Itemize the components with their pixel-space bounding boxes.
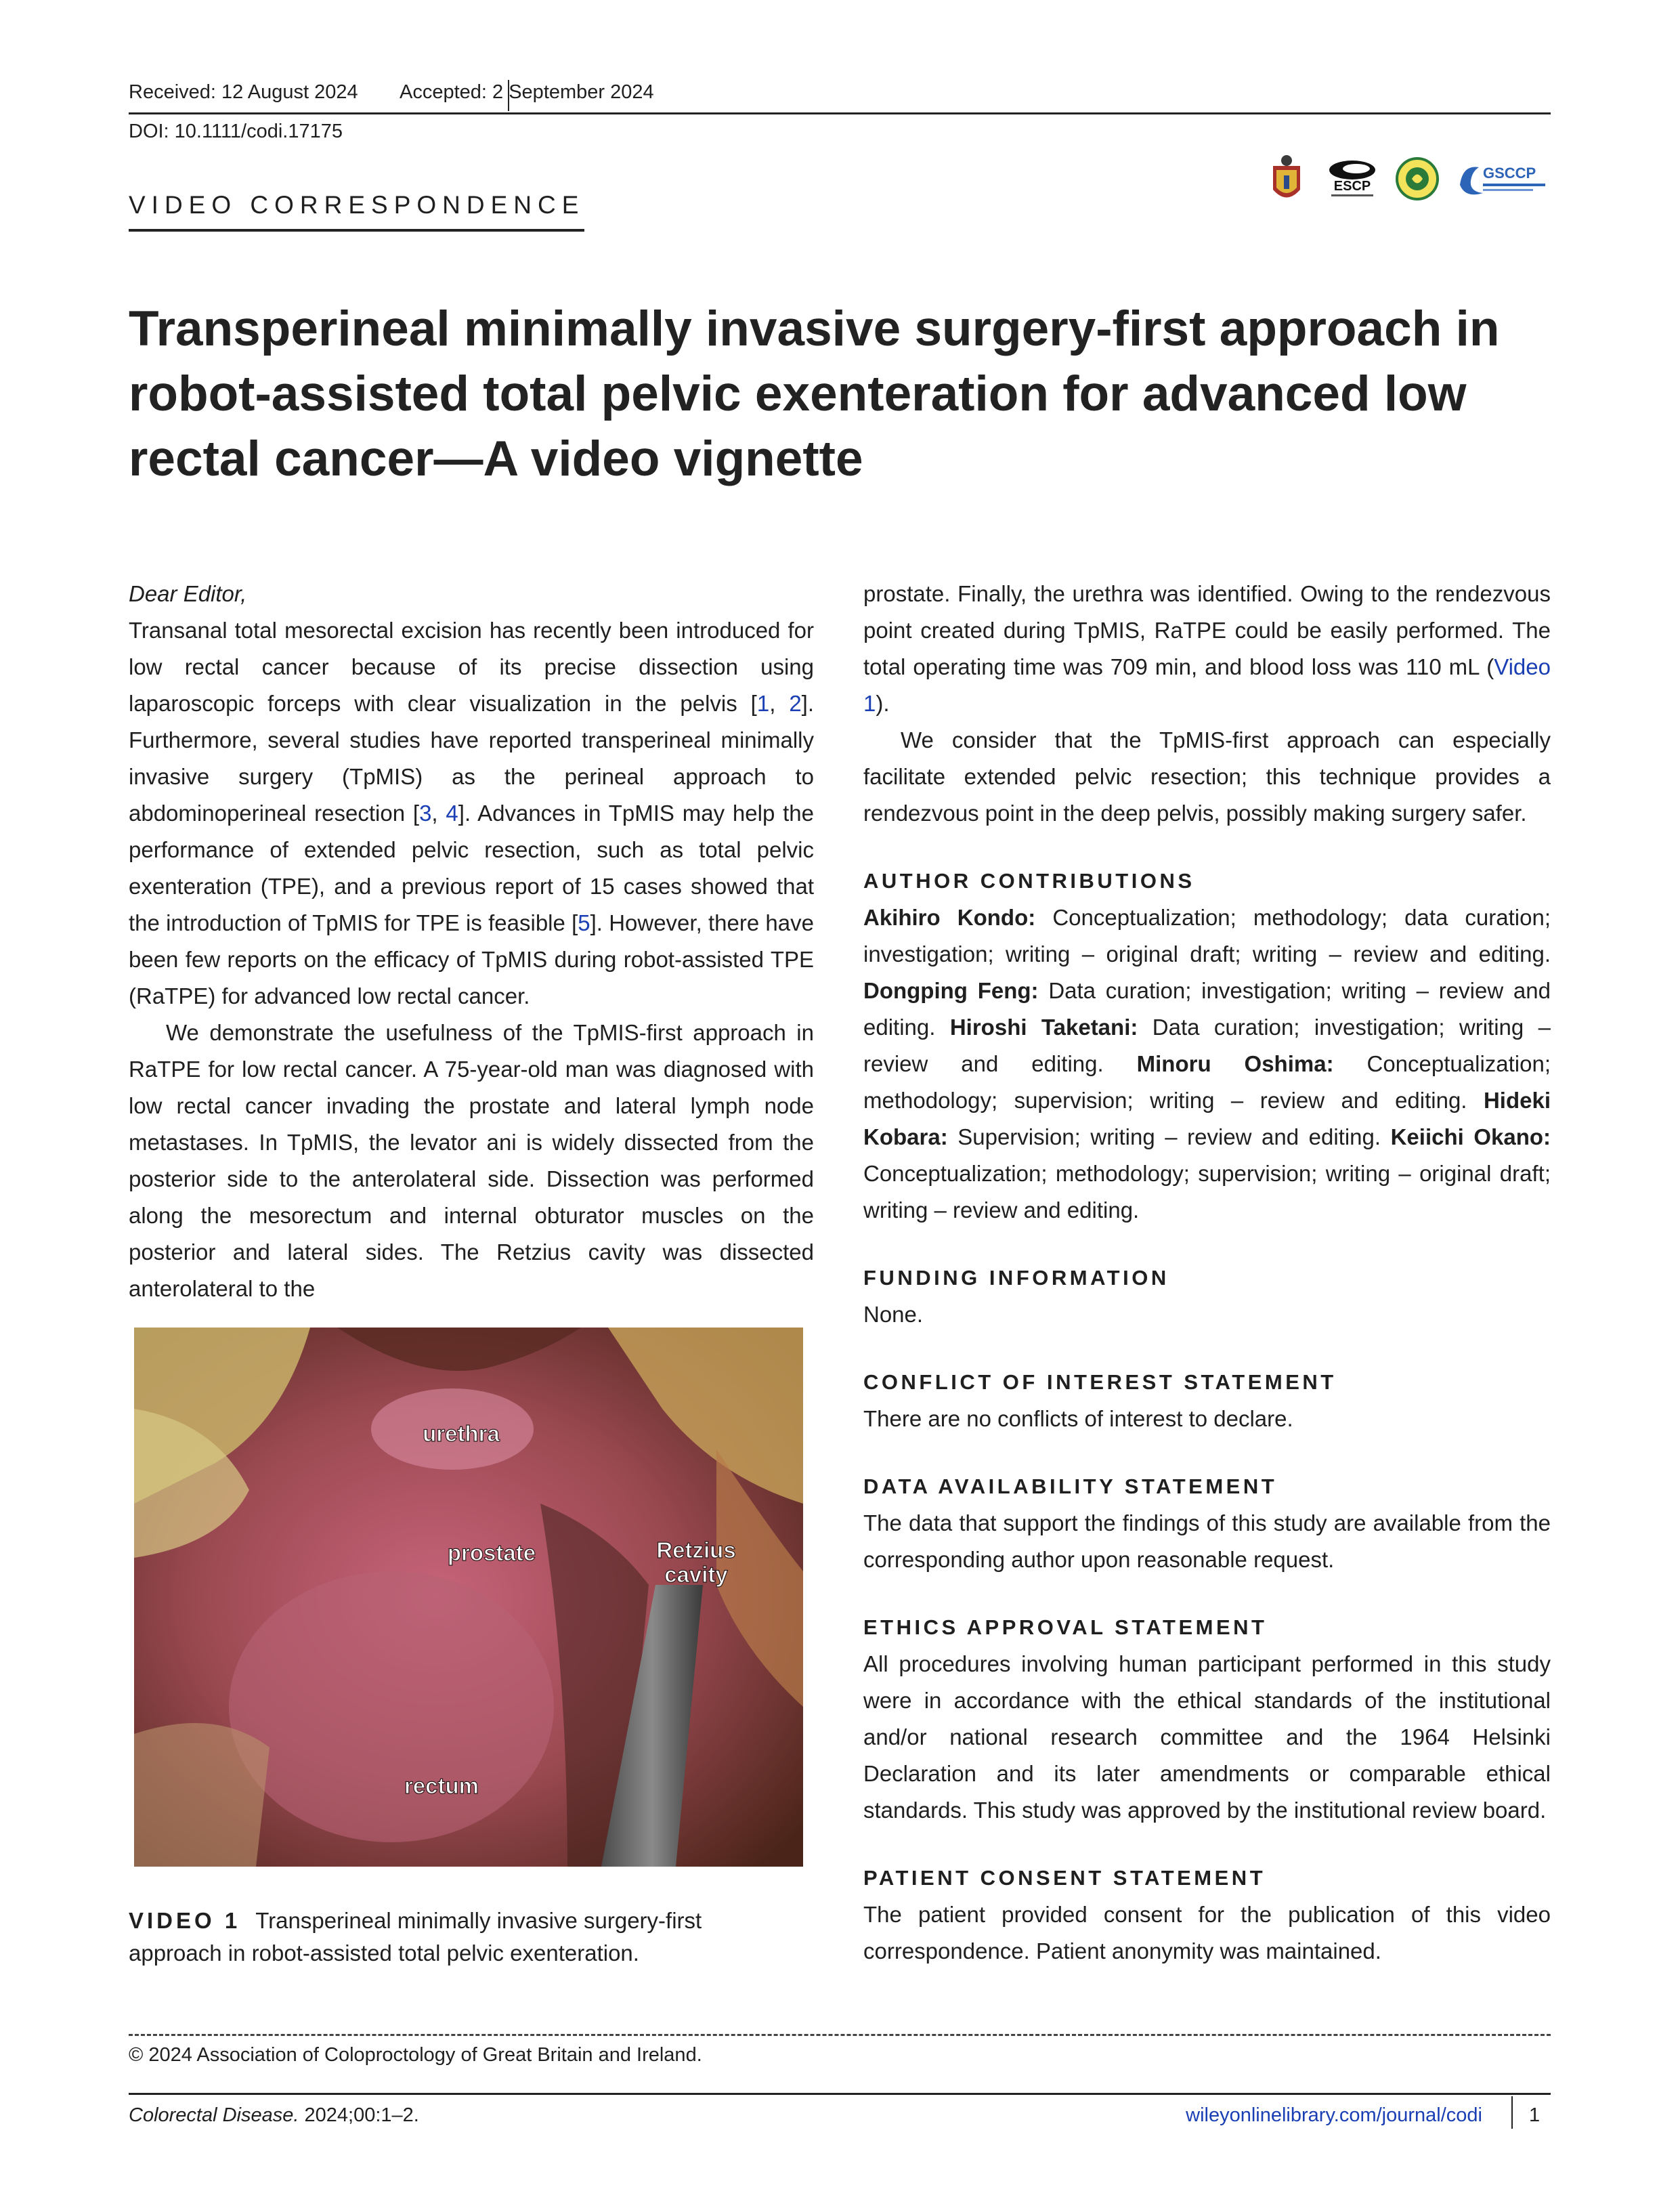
label-urethra: urethra	[423, 1421, 500, 1446]
crest-logo-icon	[1266, 152, 1307, 208]
author-name: Hiroshi Taketani:	[949, 1015, 1138, 1040]
received-date: Received: 12 August 2024	[129, 81, 358, 103]
demonstration-paragraph: We demonstrate the usefulness of the TpMIS-first approach in RaTPE for low rectal cancer. A 75-year-old man was diagnosed with low rectal cancer invading the prostate and lateral lymph node metastases. In TpMIS, the levator ani is widely dissected from the posterior side to the anterolateral side. Dissection was performed along the mesorectum and internal obturator muscles on the posterior and lateral sides. The Retzius cavity was dissected anterolateral to the	[129, 1020, 814, 1301]
funding-section	[863, 1260, 1551, 1333]
footer-divider	[129, 2034, 1551, 2036]
ethics-text: All procedures involving human participant performed in this study were in accordance with the ethical standards of the institutional and/or national research committee and the 1964 Helsinki Declaration and its later amendments or comparable ethical standards. This study was approved by the institutional review board.	[863, 1651, 1551, 1823]
video-still-figure[interactable]	[134, 1328, 803, 1867]
continuation-end: ).	[876, 691, 890, 716]
data-availability-heading: DATA AVAILABILITY STATEMENT	[863, 1474, 1278, 1498]
author-contributions-text	[863, 899, 1551, 1229]
journal-url-link[interactable]: wileyonlinelibrary.com/journal/codi	[1186, 2104, 1482, 2126]
journal-citation	[129, 2104, 419, 2127]
ref-link-1[interactable]: 1	[756, 691, 770, 716]
continuation-paragraph	[863, 576, 1551, 722]
escp-logo-icon	[1326, 158, 1379, 203]
label-cavity: cavity	[664, 1562, 728, 1587]
ref-link-5[interactable]: 5	[578, 910, 590, 935]
consider-paragraph: We consider that the TpMIS-first approach can especially facilitate extended pelvic resection; this technique provides a rendezvous point in the deep pelvis, possibly making surgery safer.	[863, 727, 1551, 826]
ref-link-4[interactable]: 4	[446, 801, 458, 826]
intro-text-4: ]. However, there have been few reports on the efficacy of TpMIS during robot-assisted TPE (RaTPE) for advanced low rectal cancer.	[129, 910, 814, 1009]
ethics-section	[863, 1609, 1551, 1829]
author-role: Data curation; investigation; writing – review and editing.	[863, 978, 1551, 1040]
data-availability-section	[863, 1468, 1551, 1578]
copyright: © 2024 Association of Coloproctology of Great Britain and Ireland.	[129, 2044, 702, 2066]
author-name: Hideki Kobara:	[863, 1088, 1551, 1149]
author-name: Dongping Feng:	[863, 978, 1039, 1003]
consent-section	[863, 1860, 1551, 1970]
consent-text: The patient provided consent for the publication of this video correspondence. Patient anonymity was maintained.	[863, 1902, 1551, 1963]
intro-text-2: ]. Furthermore, several studies have reported transperineal minimally invasive surgery (TpMIS) as the perineal approach to abdominoperineal resection [	[129, 691, 815, 826]
continuation-text: prostate. Finally, the urethra was identified. Owing to the rendezvous point created during TpMIS, RaTPE could be easily performed. The total operating time was 709 min, and blood loss was 110 mL (	[863, 581, 1551, 679]
salutation: Dear Editor,	[129, 581, 247, 606]
coi-section	[863, 1364, 1551, 1437]
surgical-video-still	[134, 1328, 803, 1867]
funding-text: None.	[863, 1302, 924, 1327]
footer-rule	[129, 2093, 1551, 2095]
escp-logo-text: ESCP	[1333, 179, 1371, 194]
section-label: VIDEO CORRESPONDENCE	[129, 191, 584, 232]
right-column	[863, 576, 1551, 1970]
author-name: Minoru Oshima:	[1136, 1051, 1334, 1076]
journal-name: Colorectal Disease.	[129, 2104, 299, 2126]
author-role: Data curation; investigation; writing – review and editing.	[863, 1015, 1551, 1076]
video-1-link[interactable]: Video 1	[863, 654, 1551, 716]
intro-paragraph: Transanal total mesorectal excision has recently been introduced for low rectal cancer because of its precise dissection using laparoscopic forceps with clear visualization in the pelvis [1, 2]. Furthermore, several studies have reported transperineal minimally invasive surgery (TpMIS) as the perineal approach to abdominoperineal resection [3, 4]. Advances in TpMIS may help the performance of extended pelvic resection, such as total pelvic exenteration (TPE), and a previous report of 15 cases showed that the introduction of TpMIS for TPE is feasible [5]. However, there have been few reports on the efficacy of TpMIS during robot-assisted TPE (RaTPE) for advanced low rectal cancer.	[129, 618, 815, 1009]
intro-text-1: Transanal total mesorectal excision has recently been introduced for low rectal cancer because of its precise dissection using laparoscopic forceps with clear visualization in the pelvis [	[129, 618, 814, 716]
author-role: Conceptualization; methodology; supervision; writing – original draft; writing – review and editing.	[863, 1161, 1551, 1223]
label-prostate: prostate	[447, 1540, 536, 1565]
author-role: Supervision; writing – review and editing.	[957, 1124, 1381, 1149]
figure-caption	[129, 1905, 779, 1970]
gsccp-logo-icon	[1456, 158, 1551, 201]
consent-heading: PATIENT CONSENT STATEMENT	[863, 1866, 1266, 1890]
ref-link-2[interactable]: 2	[789, 691, 802, 716]
journal-issue: 2024;00:1–2.	[299, 2104, 419, 2126]
gsccp-logo-text: GSCCP	[1483, 165, 1536, 182]
coi-heading: CONFLICT OF INTEREST STATEMENT	[863, 1370, 1337, 1394]
author-contributions-section	[863, 863, 1551, 1229]
doi[interactable]: DOI: 10.1111/codi.17175	[129, 121, 343, 142]
author-role: Conceptualization; methodology; supervision; writing – review and editing.	[863, 1051, 1551, 1113]
label-retzius: Retzius	[656, 1537, 736, 1563]
author-name: Akihiro Kondo:	[863, 905, 1036, 930]
society-seal-icon	[1395, 156, 1440, 201]
ref-link-3[interactable]: 3	[419, 801, 432, 826]
author-name: Keiichi Okano:	[1390, 1124, 1551, 1149]
article-dates	[129, 80, 1551, 114]
ethics-heading: ETHICS APPROVAL STATEMENT	[863, 1615, 1268, 1639]
caption-label: VIDEO 1	[129, 1908, 241, 1933]
author-role: Conceptualization; methodology; data curation; investigation; writing – original draft; writing – review and editing.	[863, 905, 1551, 967]
caption-text: Transperineal minimally invasive surgery-first approach in robot-assisted total pelvic exenteration.	[129, 1908, 702, 1966]
accepted-date: Accepted: 2 September 2024	[400, 81, 654, 103]
coi-text: There are no conflicts of interest to declare.	[863, 1406, 1293, 1431]
funding-heading: FUNDING INFORMATION	[863, 1266, 1169, 1290]
page-number: 1	[1529, 2104, 1541, 2126]
footer-separator	[1511, 2096, 1513, 2129]
article-title: Transperineal minimally invasive surgery-first approach in robot-assisted total pelvic exenteration for advanced low rectal cancer—A video vignette	[129, 301, 1500, 486]
intro-text-3: ]. Advances in TpMIS may help the performance of extended pelvic resection, such as total pelvic exenteration (TPE), and a previous report of 15 cases showed that the introduction of TpMIS for TPE is feasible [	[129, 801, 815, 935]
left-column	[129, 576, 814, 1307]
data-availability-text: The data that support the findings of this study are available from the corresponding author upon reasonable request.	[863, 1510, 1551, 1572]
label-rectum: rectum	[404, 1773, 479, 1798]
author-contributions-heading: AUTHOR CONTRIBUTIONS	[863, 869, 1195, 893]
society-logos	[1266, 152, 1551, 210]
